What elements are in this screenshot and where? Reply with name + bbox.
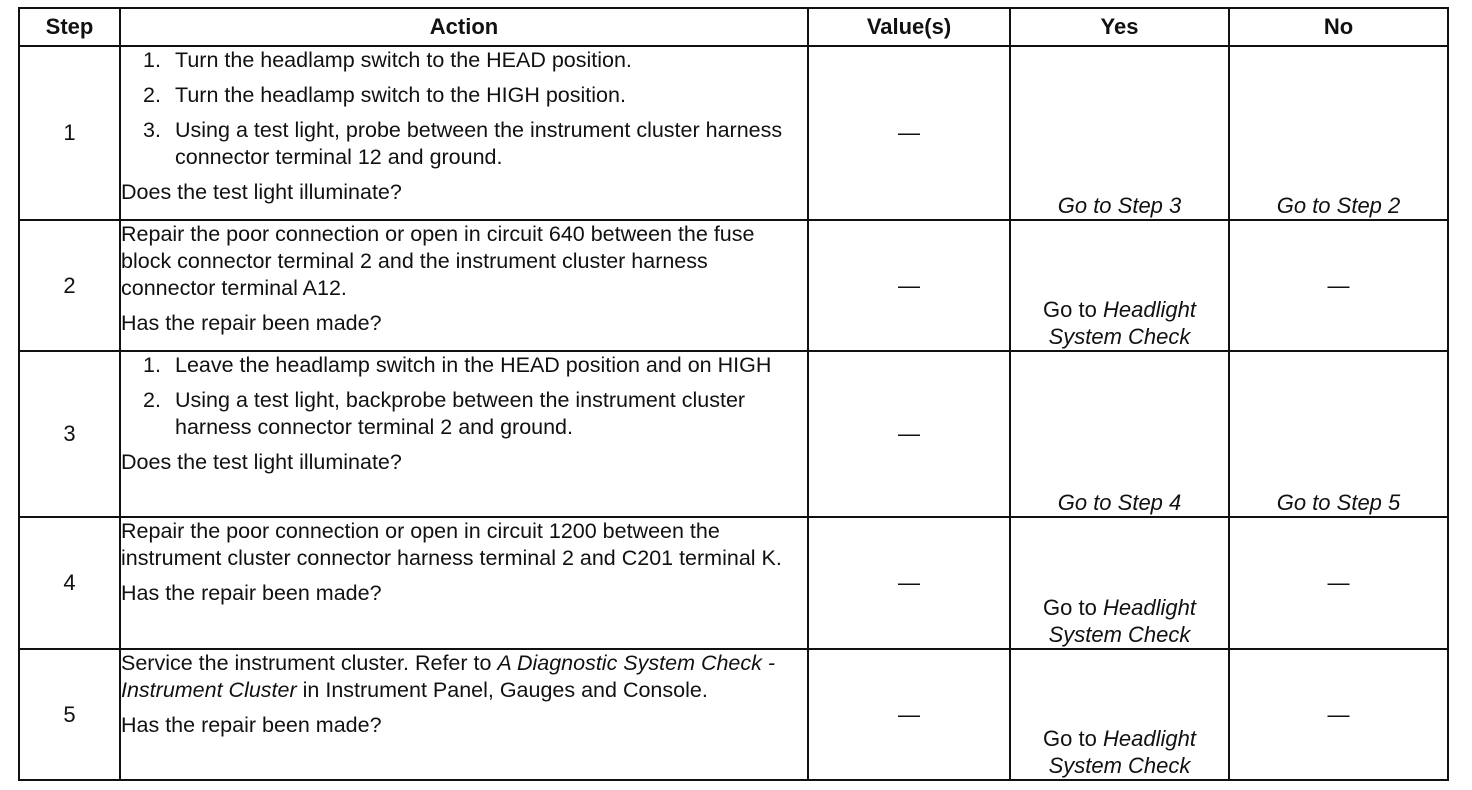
header-action: Action — [120, 8, 808, 46]
table-row-step-2 — [19, 220, 1448, 351]
value-cell: — — [808, 220, 1010, 351]
no-cell: — — [1229, 649, 1448, 780]
header-step: Step — [19, 8, 120, 46]
header-no: No — [1229, 8, 1448, 46]
yes-cell — [1010, 517, 1229, 649]
no-cell: — — [1229, 220, 1448, 351]
yes-prefix: Go to — [1043, 595, 1097, 620]
action-cell — [120, 220, 808, 351]
headlight-system-check-link: Headlight System Check — [1048, 726, 1196, 778]
action-cell — [120, 351, 808, 517]
action-steps-list — [121, 47, 807, 171]
yes-cell: Go to Step 4 — [1010, 351, 1229, 517]
no-cell: — — [1229, 517, 1448, 649]
step-number: 2 — [19, 220, 120, 351]
table-row-step-1 — [19, 46, 1448, 220]
step-number: 5 — [19, 649, 120, 780]
list-item: 1. Leave the headlamp switch in the HEAD position and on HIGH — [143, 353, 772, 377]
header-row — [19, 8, 1448, 46]
step-number: 1 — [19, 46, 120, 220]
diagnostic-system-check-link: A Diagnostic System Check - Instrument Cluster — [121, 651, 776, 702]
action-question: Has the repair been made? — [121, 311, 382, 335]
yes-cell: Go to Step 3 — [1010, 46, 1229, 220]
action-question: Has the repair been made? — [121, 581, 382, 605]
value-cell: — — [808, 46, 1010, 220]
table-row-step-3 — [19, 351, 1448, 517]
action-text: Service the instrument cluster. Refer to A Diagnostic System Check - Instrument Cluster in Instrument Panel, Gauges and Console. — [121, 651, 776, 702]
action-question: Has the repair been made? — [121, 713, 382, 737]
no-cell: Go to Step 5 — [1229, 351, 1448, 517]
headlight-system-check-link: Headlight System Check — [1048, 595, 1196, 647]
no-cell: Go to Step 2 — [1229, 46, 1448, 220]
list-item: 2. Turn the headlamp switch to the HIGH position. — [143, 83, 626, 107]
action-text: Repair the poor connection or open in circuit 640 between the fuse block connector terminal 2 and the instrument cluster harness connector terminal A12. — [121, 222, 755, 300]
yes-cell — [1010, 220, 1229, 351]
yes-cell — [1010, 649, 1229, 780]
header-values: Value(s) — [808, 8, 1010, 46]
action-cell — [120, 649, 808, 780]
action-steps-list — [121, 352, 807, 441]
headlight-system-check-link: Headlight System Check — [1048, 297, 1196, 349]
header-yes: Yes — [1010, 8, 1229, 46]
action-question: Does the test light illuminate? — [121, 450, 402, 474]
list-item: 1. Turn the headlamp switch to the HEAD position. — [143, 48, 632, 72]
action-question: Does the test light illuminate? — [121, 180, 402, 204]
action-text: Repair the poor connection or open in circuit 1200 between the instrument cluster connector harness terminal 2 and C201 terminal K. — [121, 519, 782, 570]
yes-prefix: Go to — [1043, 726, 1097, 751]
action-cell — [120, 46, 808, 220]
diagnostic-table — [18, 7, 1449, 781]
table-row-step-5 — [19, 649, 1448, 780]
value-cell: — — [808, 517, 1010, 649]
value-cell: — — [808, 351, 1010, 517]
value-cell: — — [808, 649, 1010, 780]
list-item: 2. Using a test light, backprobe between the instrument cluster harness connector terminal 2 and ground. — [143, 388, 746, 439]
step-number: 3 — [19, 351, 120, 517]
list-item: 3. Using a test light, probe between the instrument cluster harness connector terminal 12 and ground. — [143, 118, 783, 169]
table-row-step-4 — [19, 517, 1448, 649]
yes-prefix: Go to — [1043, 297, 1097, 322]
action-cell — [120, 517, 808, 649]
step-number: 4 — [19, 517, 120, 649]
